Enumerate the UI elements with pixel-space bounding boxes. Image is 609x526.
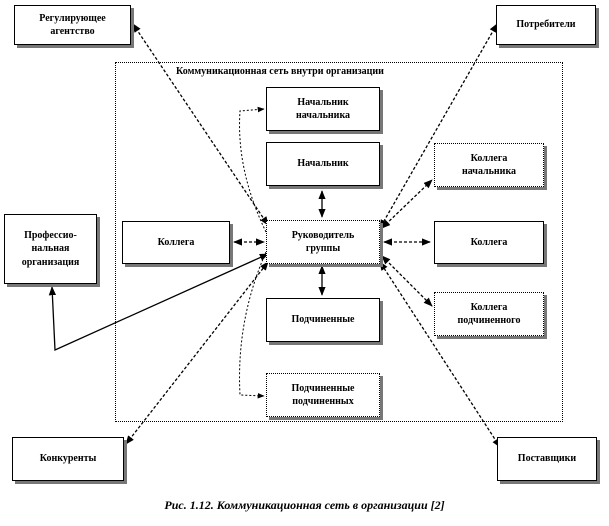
arrow-suppliers-leader — [380, 262, 500, 447]
arrow-leader-sub-subordinates — [240, 252, 266, 396]
arrow-leader-colleague-sub — [382, 256, 432, 306]
arrow-competitors-leader — [126, 262, 268, 444]
node-professional: Профессио- нальная организация — [4, 214, 97, 284]
node-boss-of-boss: Начальник начальника — [266, 87, 380, 131]
node-colleague-boss: Коллега начальника — [434, 143, 544, 187]
node-subordinates: Подчиненные — [266, 298, 380, 342]
node-leader: Руководитель группы — [266, 220, 380, 264]
figure-caption: Рис. 1.12. Коммуникационная сеть в организации [2] — [164, 498, 445, 512]
node-colleague-sub: Коллега подчиненного — [434, 292, 544, 336]
node-colleague-right: Коллега — [434, 221, 544, 264]
arrow-consumers-leader — [380, 24, 497, 228]
arrow-leader-colleague-boss — [382, 180, 432, 228]
node-consumers: Потребители — [496, 5, 596, 45]
arrow-leader-boss-of-boss — [240, 109, 266, 232]
node-competitors: Конкуренты — [12, 437, 124, 481]
node-sub-subordinates: Подчиненные подчиненных — [266, 373, 380, 417]
node-regulator: Регулирующее агентство — [14, 5, 131, 45]
node-boss: Начальник — [266, 142, 380, 186]
node-suppliers: Поставщики — [497, 437, 597, 481]
node-colleague-left: Коллега — [122, 221, 230, 264]
arrow-regulator-leader — [133, 24, 268, 225]
organization-frame-title: Коммуникационная сеть внутри организации — [176, 66, 384, 77]
